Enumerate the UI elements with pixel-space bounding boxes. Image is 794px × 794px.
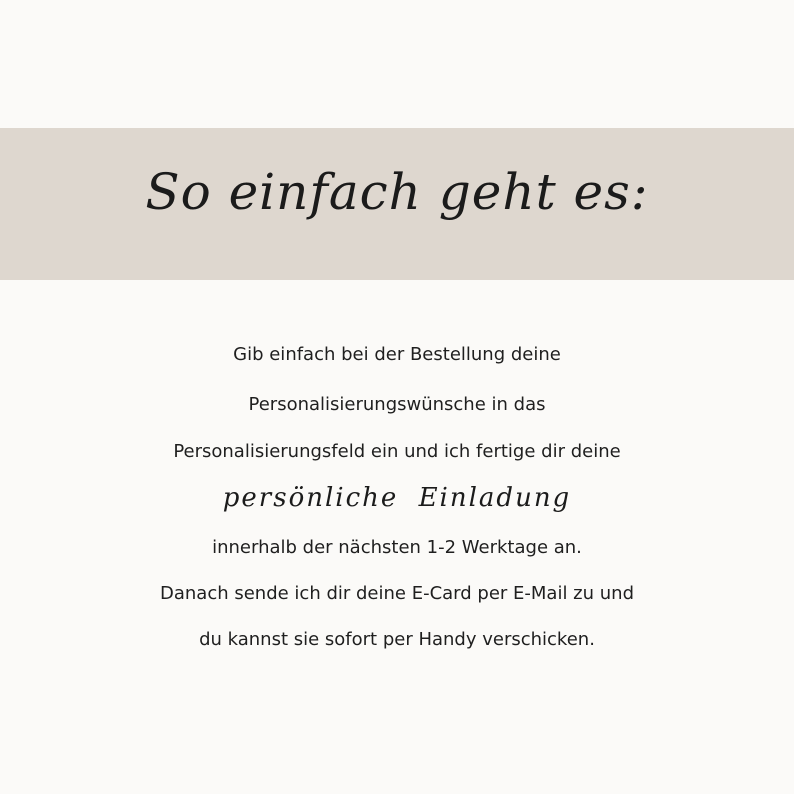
- instruction-line-1: Gib einfach bei der Bestellung deine: [233, 344, 561, 365]
- instruction-line-4: innerhalb der nächsten 1-2 Werktage an.: [212, 537, 582, 558]
- instruction-line-6: du kannst sie sofort per Handy verschicken.: [199, 629, 595, 650]
- page-title: So einfach geht es:: [145, 163, 649, 221]
- instruction-line-5: Danach sende ich dir deine E-Card per E-Mail zu und: [159, 583, 634, 604]
- highlight-text: persönliche Einladung: [222, 483, 572, 513]
- instruction-line-2: Personalisierungswünsche in das: [248, 394, 546, 415]
- instruction-line-3: Personalisierungsfeld ein und ich fertige dir deine: [173, 441, 621, 462]
